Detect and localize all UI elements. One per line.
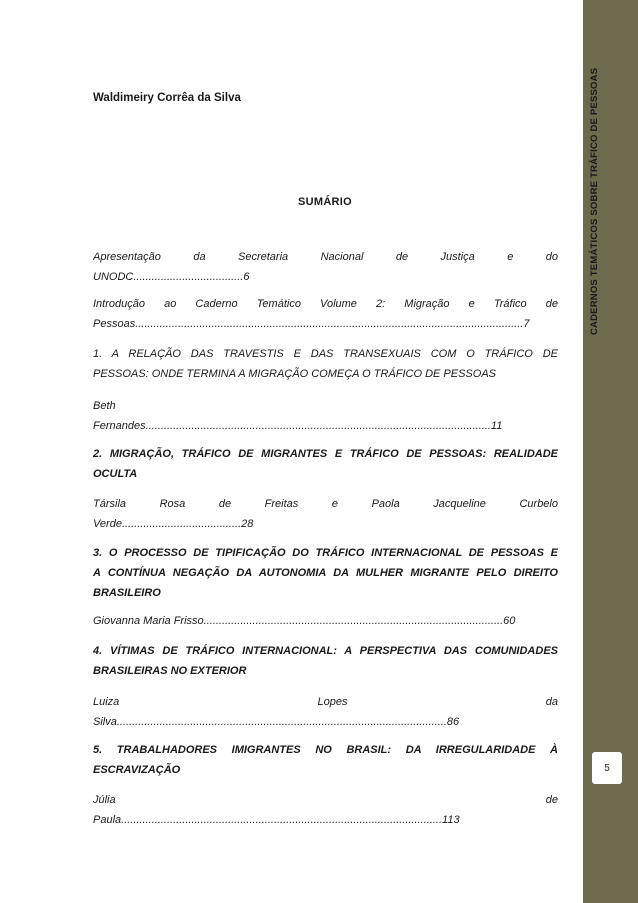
toc-entry bbox=[93, 494, 558, 534]
toc-line: Pessoas...............................................................................................................................7 bbox=[93, 318, 530, 330]
sidebar-title-clip bbox=[583, 0, 638, 340]
toc-entry bbox=[93, 790, 558, 830]
toc-line: OCULTA bbox=[93, 468, 138, 480]
toc-line: A CONTÍNUA NEGAÇÃO DA AUTONOMIA DA MULHER MIGRANTE PELO DIREITO bbox=[93, 567, 558, 579]
toc-line: 2. MIGRAÇÃO, TRÁFICO DE MIGRANTES E TRÁFICO DE PESSOAS: REALIDADE bbox=[93, 448, 558, 460]
toc-line: Júlia de bbox=[93, 794, 558, 806]
toc-line: ESCRAVIZAÇÃO bbox=[93, 764, 181, 776]
author-name: Waldimeiry Corrêa da Silva bbox=[93, 92, 241, 104]
toc-entry bbox=[93, 692, 558, 732]
toc-entry bbox=[93, 641, 558, 681]
toc-line: Giovanna Maria Frisso..................................................................................................60 bbox=[93, 615, 516, 627]
toc-line: 1. A RELAÇÃO DAS TRAVESTIS E DAS TRANSEXUAIS COM O TRÁFICO DE bbox=[93, 348, 558, 360]
toc-line: Verde.......................................28 bbox=[93, 518, 254, 530]
toc-entry bbox=[93, 543, 558, 603]
toc-line: UNODC....................................6 bbox=[93, 271, 250, 283]
toc-line: Silva............................................................................................................86 bbox=[93, 716, 460, 728]
toc-entry bbox=[93, 294, 558, 334]
sidebar-title: CADERNOS TEMÁTICOS SOBRE TRÁFICO DE PESSOAS bbox=[589, 67, 600, 335]
toc-line: Paula.........................................................................................................113 bbox=[93, 814, 460, 826]
toc-line: BRASILEIRAS NO EXTERIOR bbox=[93, 665, 247, 677]
toc-line: Luiza Lopes da bbox=[93, 696, 558, 708]
toc-line: Beth bbox=[93, 400, 116, 412]
toc-entry bbox=[93, 247, 558, 287]
toc-line: 5. TRABALHADORES IMIGRANTES NO BRASIL: DA IRREGULARIDADE À bbox=[93, 744, 558, 756]
page-title: SUMÁRIO bbox=[297, 196, 353, 208]
toc-entry bbox=[93, 344, 558, 384]
toc-entry bbox=[93, 396, 558, 436]
toc-line: Apresentação da Secretaria Nacional de Justiça e do bbox=[93, 251, 558, 263]
toc-entry bbox=[93, 444, 558, 484]
toc-line: 3. O PROCESSO DE TIPIFICAÇÃO DO TRÁFICO INTERNACIONAL DE PESSOAS E bbox=[93, 547, 558, 559]
toc-line: Társila Rosa de Freitas e Paola Jacqueline Curbelo bbox=[93, 498, 558, 510]
toc-line: PESSOAS: ONDE TERMINA A MIGRAÇÃO COMEÇA O TRÁFICO DE PESSOAS bbox=[93, 368, 496, 380]
toc-line: Fernandes.................................................................................................................11 bbox=[93, 420, 503, 432]
page-number: 5 bbox=[591, 751, 623, 785]
toc-entry bbox=[93, 740, 558, 780]
toc-line: BRASILEIRO bbox=[93, 587, 161, 599]
toc-line: 4. VÍTIMAS DE TRÁFICO INTERNACIONAL: A PERSPECTIVA DAS COMUNIDADES bbox=[93, 645, 558, 657]
toc-entry bbox=[93, 611, 558, 631]
toc-line: Introdução ao Caderno Temático Volume 2: Migração e Tráfico de bbox=[93, 298, 558, 310]
